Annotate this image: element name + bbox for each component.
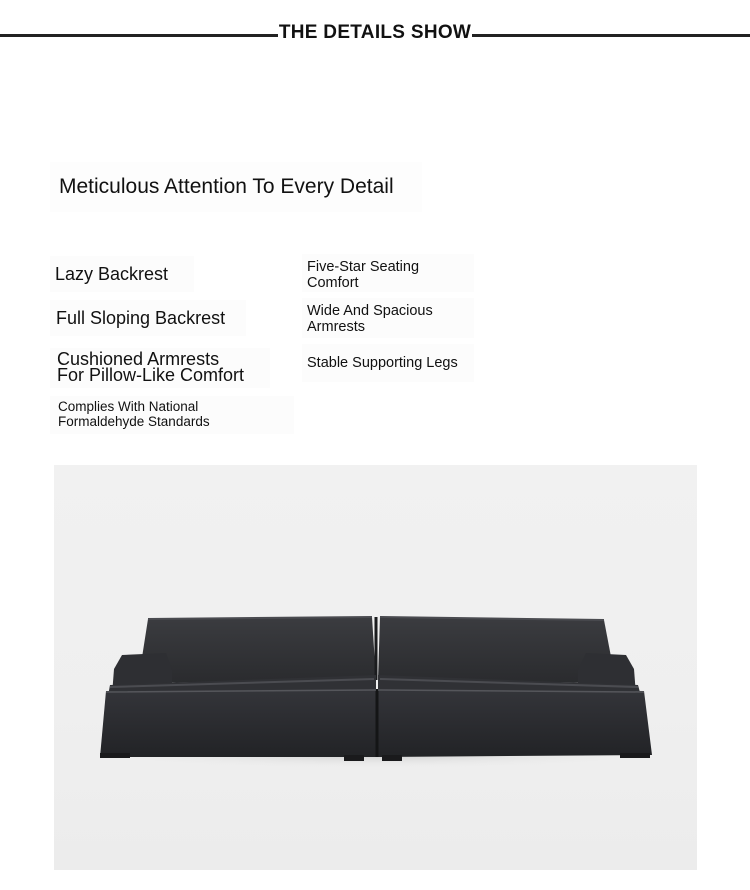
feature-wide-line1: Wide And Spacious [307, 303, 433, 319]
feature-wide-armrests [302, 298, 474, 338]
header-rule-left [0, 34, 278, 37]
feature-stable-legs: Stable Supporting Legs [302, 344, 474, 382]
feature-complies-line2: Formaldehyde Standards [58, 414, 210, 429]
feature-cushioned-armrests [50, 348, 270, 388]
sofa-photo [54, 465, 697, 870]
feature-wide-line2: Armrests [307, 319, 365, 335]
left-backrest [138, 617, 376, 683]
feature-cushioned-line2: For Pillow-Like Comfort [57, 365, 245, 385]
leg-center-left [344, 755, 364, 761]
feature-five-star-line1: Five-Star Seating [307, 259, 420, 275]
section-title: THE DETAILS SHOW [278, 22, 472, 43]
leg-front-right [620, 753, 650, 758]
subtitle: Meticulous Attention To Every Detail [50, 162, 422, 212]
leg-front-left [100, 753, 130, 758]
feature-formaldehyde-standards [50, 396, 294, 434]
feature-five-star-comfort [302, 254, 474, 292]
feature-five-star-line2: Comfort [307, 275, 359, 291]
feature-full-sloping-backrest: Full Sloping Backrest [50, 300, 246, 336]
feature-complies-line1: Complies With National [58, 399, 199, 414]
feature-cushioned-line1: Cushioned Armrests [57, 349, 220, 369]
leg-center-right [382, 755, 402, 761]
feature-lazy-backrest: Lazy Backrest [50, 256, 194, 292]
right-base [378, 689, 652, 757]
left-base [100, 689, 376, 757]
sofa-illustration [54, 465, 697, 870]
header-rule-right [472, 34, 750, 37]
